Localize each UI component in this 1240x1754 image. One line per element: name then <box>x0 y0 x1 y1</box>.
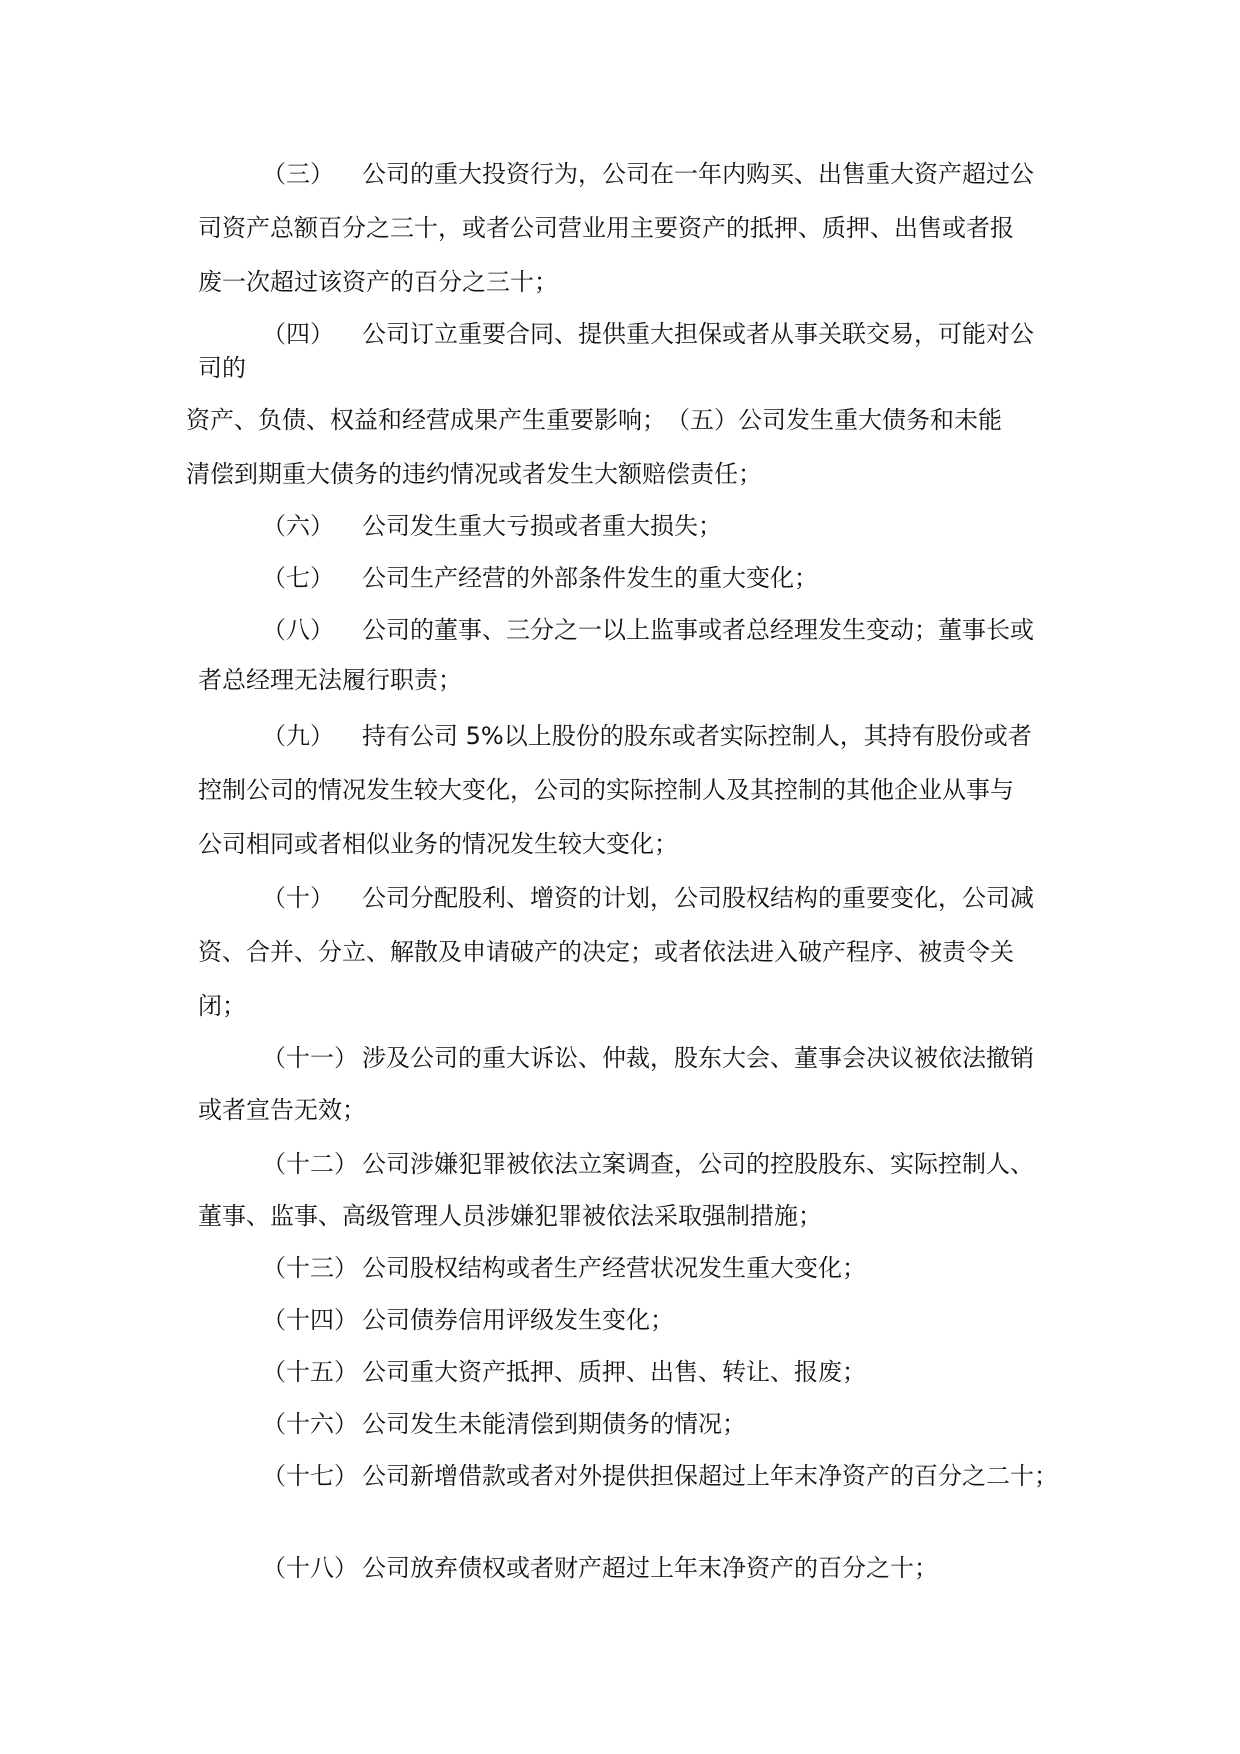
item-text-line: 者总经理无法履行职责； <box>198 666 462 694</box>
item-number: （十五） <box>262 1358 358 1386</box>
item-text-line: 司的 <box>198 354 246 382</box>
item-text-line: 资、合并、分立、解散及申请破产的决定；或者依法进入破产程序、被责令关 <box>198 938 1014 966</box>
item-text-line: 或者宣告无效； <box>198 1096 366 1124</box>
item-text-line: 闭； <box>198 992 246 1020</box>
item-text-line: 公司股权结构或者生产经营状况发生重大变化； <box>362 1254 866 1282</box>
item-number: （十） <box>262 884 334 912</box>
item-number: （九） <box>262 722 334 750</box>
item-text-line: 公司的董事、三分之一以上监事或者总经理发生变动；董事长或 <box>362 616 1034 644</box>
item-text-line: 公司放弃债权或者财产超过上年末净资产的百分之十； <box>362 1554 938 1582</box>
item-text-line: 董事、监事、高级管理人员涉嫌犯罪被依法采取强制措施； <box>198 1202 822 1230</box>
item-number: （十八） <box>262 1554 358 1582</box>
item-text-line: 司资产总额百分之三十，或者公司营业用主要资产的抵押、质押、出售或者报 <box>198 214 1014 242</box>
item-text-line: 公司发生未能清偿到期债务的情况； <box>362 1410 746 1438</box>
item-text-line: 公司新增借款或者对外提供担保超过上年末净资产的百分之二十； <box>362 1462 1058 1490</box>
item-text-line: 公司生产经营的外部条件发生的重大变化； <box>362 564 818 592</box>
item-text-line: 公司重大资产抵押、质押、出售、转让、报废； <box>362 1358 866 1386</box>
item-number: （十三） <box>262 1254 358 1282</box>
item-text-line: 废一次超过该资产的百分之三十； <box>198 268 558 296</box>
item-text-line: 公司债券信用评级发生变化； <box>362 1306 674 1334</box>
item-number: （八） <box>262 616 334 644</box>
item-text-line: 控制公司的情况发生较大变化，公司的实际控制人及其控制的其他企业从事与 <box>198 776 1014 804</box>
item-number: （四） <box>262 320 334 348</box>
item-number: （三） <box>262 160 334 188</box>
item-text-line: 清偿到期重大债务的违约情况或者发生大额赔偿责任； <box>186 460 762 488</box>
item-text-line: 公司的重大投资行为，公司在一年内购买、出售重大资产超过公 <box>362 160 1034 188</box>
item-number: （十六） <box>262 1410 358 1438</box>
item-text-line: 公司订立重要合同、提供重大担保或者从事关联交易，可能对公 <box>362 320 1034 348</box>
item-text-line: 公司相同或者相似业务的情况发生较大变化； <box>198 830 678 858</box>
item-text-line: 公司涉嫌犯罪被依法立案调查，公司的控股股东、实际控制人、 <box>362 1150 1034 1178</box>
item-text-line: 公司分配股利、增资的计划，公司股权结构的重要变化，公司减 <box>362 884 1034 912</box>
item-number: （十四） <box>262 1306 358 1334</box>
item-number: （十七） <box>262 1462 358 1490</box>
item-text-line: 资产、负债、权益和经营成果产生重要影响； （五）公司发生重大债务和未能 <box>186 406 1002 434</box>
item-number: （七） <box>262 564 334 592</box>
item-number: （十一） <box>262 1044 358 1072</box>
item-number: （六） <box>262 512 334 540</box>
item-text-line: 持有公司 5%以上股份的股东或者实际控制人，其持有股份或者 <box>362 722 1032 750</box>
item-text-line: 涉及公司的重大诉讼、仲裁，股东大会、董事会决议被依法撤销 <box>362 1044 1034 1072</box>
item-number: （十二） <box>262 1150 358 1178</box>
item-text-line: 公司发生重大亏损或者重大损失； <box>362 512 722 540</box>
